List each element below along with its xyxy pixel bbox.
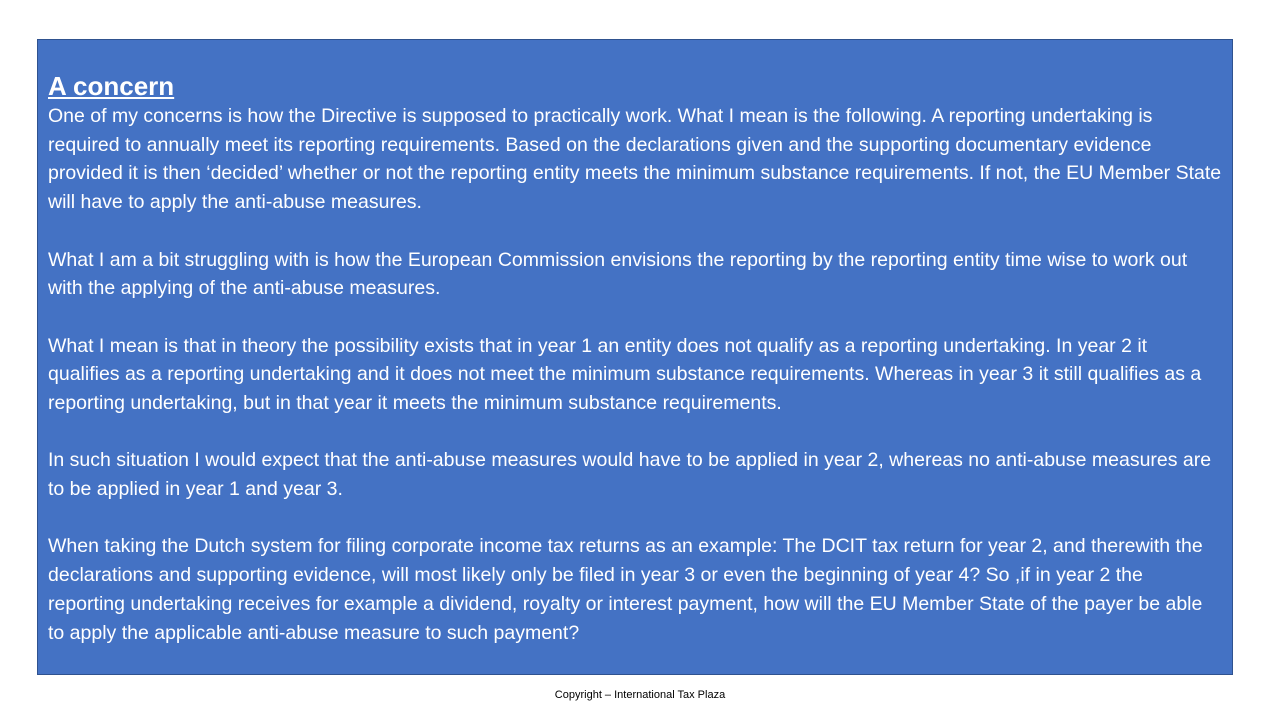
slide-heading: A concern <box>48 71 175 101</box>
paragraph-2: What I am a bit struggling with is how the European Commission envisions the reporting by the reporting entity time wise to work out with the applying of the anti-abuse measures. <box>48 248 1188 300</box>
paragraph-5: When taking the Dutch system for filing corporate income tax returns as an example: The DCIT tax return for year 2, and therewith the declarations and supporting evidence, will most likely only be filed in year 3 or even the beginning of year 4? So ,if in year 2 the reporting undertaking receives for example a dividend, royalty or interest payment, how will the EU Member State of the payer be able to apply the applicable anti-abuse measure to such payment? <box>48 535 1203 644</box>
paragraph-spacer <box>48 217 1222 246</box>
paragraph-4: In such situation I would expect that the anti-abuse measures would have to be applied in year 2, whereas no anti-abuse measures are to be applied in year 1 and year 3. <box>48 449 1212 501</box>
copyright-footer: Copyright – International Tax Plaza <box>554 689 726 701</box>
paragraph-1: One of my concerns is how the Directive is supposed to practically work. What I mean is the following. A reporting undertaking is required to annually meet its reporting requirements. Based on the declarations given and the supporting documentary evidence provided it is then ‘decided’ whether or not the reporting entity meets the minimum substance requirements. If not, the EU Member State will have to apply the anti-abuse measures. <box>48 105 1222 214</box>
paragraph-3: What I mean is that in theory the possibility exists that in year 1 an entity does not qualify as a reporting undertaking. In year 2 it qualifies as a reporting undertaking and it does not meet the minimum substance requirements. Whereas in year 3 it still qualifies as a reporting undertaking, but in that year it meets the minimum substance requirements. <box>48 334 1202 414</box>
paragraph-spacer <box>48 418 1222 447</box>
paragraph-spacer <box>48 303 1222 332</box>
content-box <box>37 39 1233 675</box>
paragraph-spacer <box>48 504 1222 533</box>
